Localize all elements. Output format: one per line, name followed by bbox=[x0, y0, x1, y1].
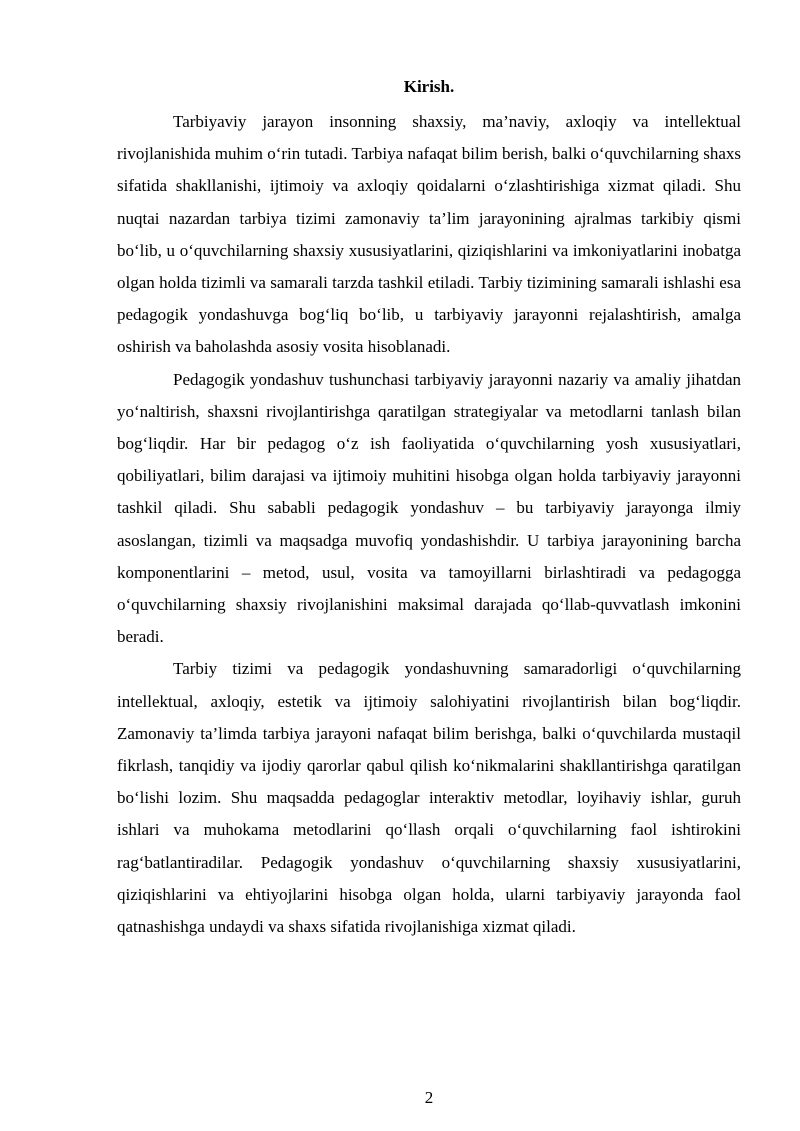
paragraph-1: Tarbiyaviy jarayon insonning shaxsiy, ma’naviy, axloqiy va intellektual rivojlanishida muhim o‘rin tutadi. Tarbiya nafaqat bilim berish, balki o‘quvchilarning shaxs sifatida shakllanishi, ijtimoiy va axloqiy qoidalarni o‘zlashtirishiga xizmat qiladi. Shu nuqtai nazardan tarbiya tizimi zamonaviy ta’lim jarayonining ajralmas tarkibiy qismi bo‘lib, u o‘quvchilarning shaxsiy xususiyatlarini, qiziqishlarini va imkoniyatlarini inobatga olgan holda tizimli va samarali tarzda tashkil etiladi. Tarbiy tizimining samarali ishlashi esa pedagogik yondashuvga bog‘liq bo‘lib, u tarbiyaviy jarayonni rejalashtirish, amalga oshirish va baholashda asosiy vosita hisoblanadi. bbox=[117, 112, 741, 357]
section-heading: Kirish. bbox=[403, 77, 455, 96]
document-body bbox=[117, 106, 741, 943]
page-number: 2 bbox=[424, 1088, 434, 1107]
paragraph-3: Tarbiy tizimi va pedagogik yondashuvning samaradorligi o‘quvchilarning intellektual, axloqiy, estetik va ijtimoiy salohiyatini rivojlantirish bilan bog‘liqdir. Zamonaviy ta’limda tarbiya jarayoni nafaqat bilim berishga, balki o‘quvchilarda mustaqil fikrlash, tanqidiy va ijodiy qarorlar qabul qilish ko‘nikmalarini shakllantirishga qaratilgan bo‘lishi lozim. Shu maqsadda pedagoglar interaktiv metodlar, loyihaviy ishlar, guruh ishlari va muhokama metodlarini qo‘llash orqali o‘quvchilarning faol ishtirokini rag‘batlantiradilar. Pedagogik yondashuv o‘quvchilarning shaxsiy xususiyatlarini, qiziqishlarini va ehtiyojlarini hisobga olgan holda, ularni tarbiyaviy jarayonda faol qatnashishga undaydi va shaxs sifatida rivojlanishiga xizmat qiladi. bbox=[117, 659, 741, 937]
paragraph-2: Pedagogik yondashuv tushunchasi tarbiyaviy jarayonni nazariy va amaliy jihatdan yo‘naltirish, shaxsni rivojlantirishga qaratilgan strategiyalar va metodlarni tanlash bilan bog‘liqdir. Har bir pedagog o‘z ish faoliyatida o‘quvchilarning yosh xususiyatlari, qobiliyatlari, bilim darajasi va ijtimoiy muhitini hisobga olgan holda tarbiyaviy jarayonni tashkil qiladi. Shu sababli pedagogik yondashuv – bu tarbiyaviy jarayonga ilmiy asoslangan, tizimli va maqsadga muvofiq yondashishdir. U tarbiya jarayonining barcha komponentlarini – metod, usul, vosita va tamoyillarni birlashtiradi va pedagogga o‘quvchilarning shaxsiy rivojlanishini maksimal darajada qo‘llab-quvvatlash imkonini beradi. bbox=[117, 369, 741, 647]
